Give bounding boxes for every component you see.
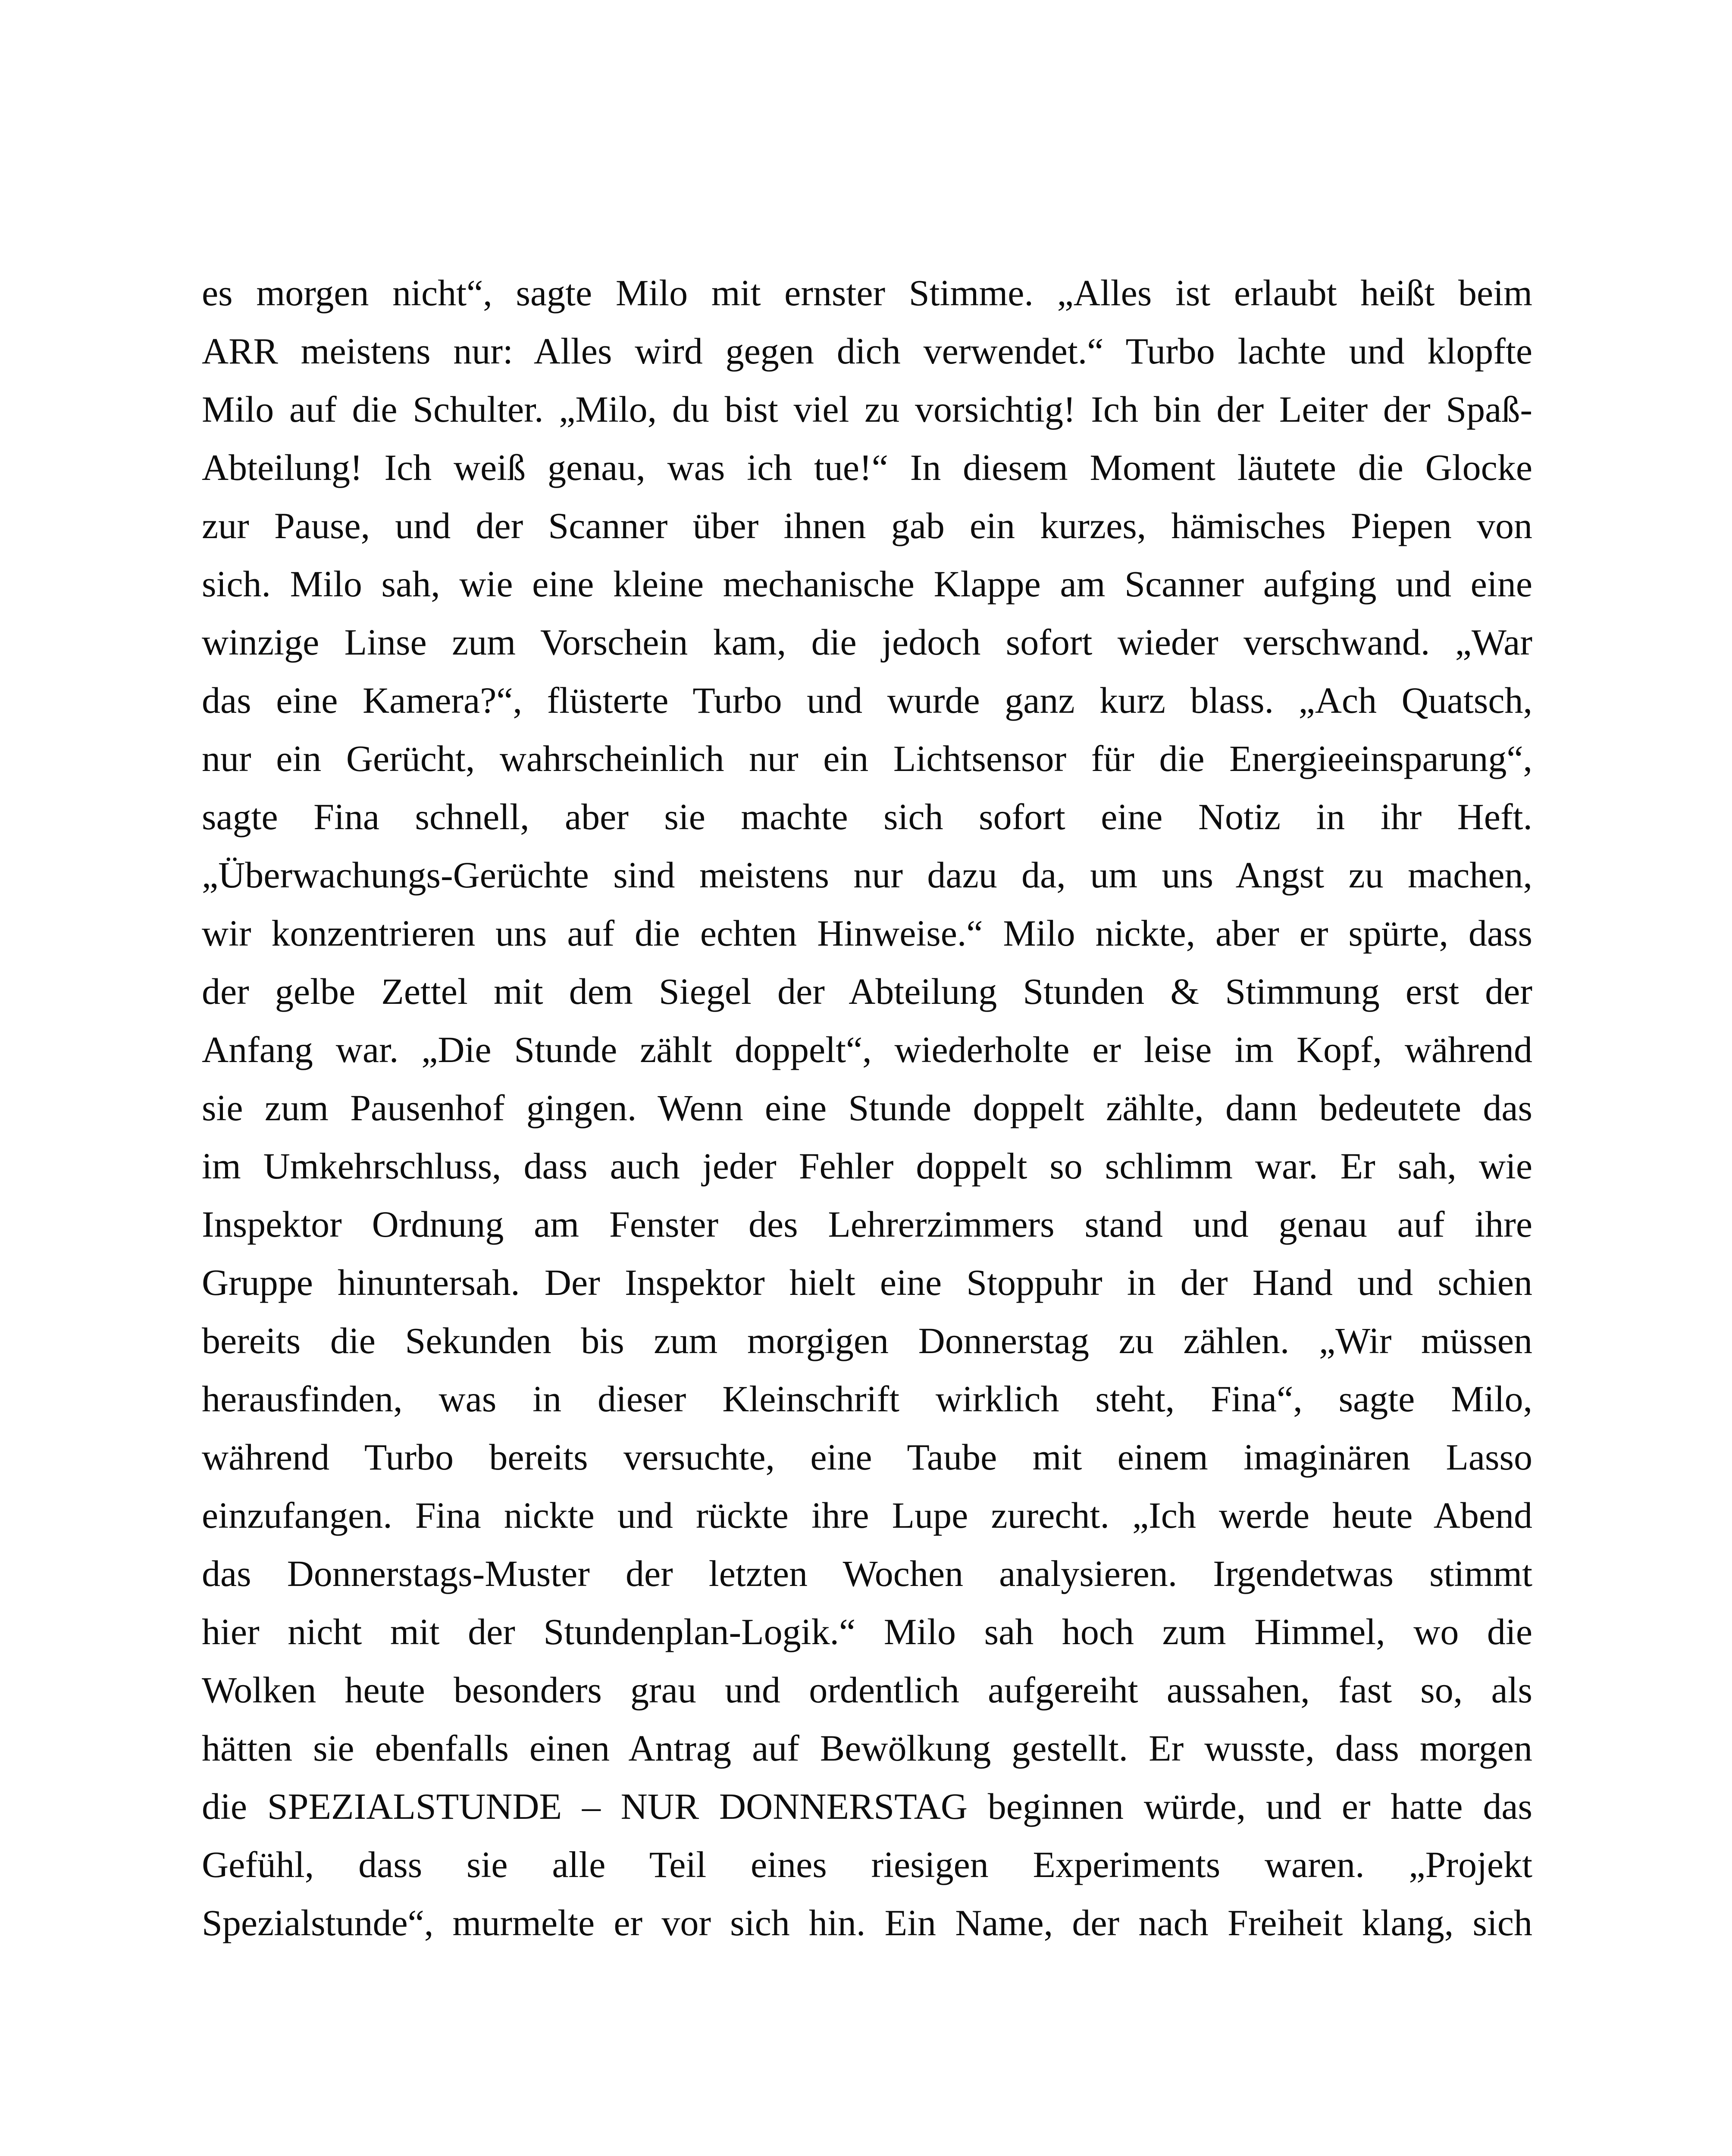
text-line: das eine Kamera?“, flüsterte Turbo und wurde ganz kurz blass. „Ach Quatsch, <box>202 680 1532 721</box>
text-line: sich. Milo sah, wie eine kleine mechanische Klappe am Scanner aufging und eine <box>202 563 1532 605</box>
text-line: „Überwachungs-Gerüchte sind meistens nur dazu da, um uns Angst zu machen, <box>202 854 1532 896</box>
text-line: einzufangen. Fina nickte und rückte ihre Lupe zurecht. „Ich werde heute Abend <box>202 1495 1532 1536</box>
text-line: das Donnerstags-Muster der letzten Wochen analysieren. Irgendetwas stimmt <box>202 1553 1532 1594</box>
text-line: Gruppe hinuntersah. Der Inspektor hielt eine Stoppuhr in der Hand und schien <box>202 1262 1532 1303</box>
text-line: Spezialstunde“, murmelte er vor sich hin. Ein Name, der nach Freiheit klang, sich <box>202 1902 1532 1943</box>
text-line: die SPEZIALSTUNDE – NUR DONNERSTAG beginnen würde, und er hatte das <box>202 1786 1532 1827</box>
text-line: Abteilung! Ich weiß genau, was ich tue!“ In diesem Moment läutete die Glocke <box>202 447 1532 488</box>
text-line: herausfinden, was in dieser Kleinschrift wirklich steht, Fina“, sagte Milo, <box>202 1378 1532 1420</box>
text-line: nur ein Gerücht, wahrscheinlich nur ein Lichtsensor für die Energieeinsparung“, <box>202 738 1532 779</box>
text-line: im Umkehrschluss, dass auch jeder Fehler doppelt so schlimm war. Er sah, wie <box>202 1145 1532 1187</box>
text-line: Wolken heute besonders grau und ordentlich aufgereiht aussahen, fast so, als <box>202 1669 1532 1711</box>
text-line: winzige Linse zum Vorschein kam, die jedoch sofort wieder verschwand. „War <box>202 621 1532 663</box>
text-line: Inspektor Ordnung am Fenster des Lehrerzimmers stand und genau auf ihre <box>202 1203 1532 1245</box>
text-line: sie zum Pausenhof gingen. Wenn eine Stunde doppelt zählte, dann bedeutete das <box>202 1087 1532 1128</box>
text-line: bereits die Sekunden bis zum morgigen Donnerstag zu zählen. „Wir müssen <box>202 1320 1532 1361</box>
text-line: zur Pause, und der Scanner über ihnen gab ein kurzes, hämisches Piepen von <box>202 505 1532 546</box>
text-line: Milo auf die Schulter. „Milo, du bist viel zu vorsichtig! Ich bin der Leiter der Spaß- <box>202 389 1532 430</box>
text-line: während Turbo bereits versuchte, eine Taube mit einem imaginären Lasso <box>202 1436 1532 1478</box>
text-line: hätten sie ebenfalls einen Antrag auf Bewölkung gestellt. Er wusste, dass morgen <box>202 1727 1532 1769</box>
text-line: Gefühl, dass sie alle Teil eines riesigen Experiments waren. „Projekt <box>202 1844 1532 1885</box>
text-line: ARR meistens nur: Alles wird gegen dich verwendet.“ Turbo lachte und klopfte <box>202 330 1532 372</box>
text-line: hier nicht mit der Stundenplan-Logik.“ Milo sah hoch zum Himmel, wo die <box>202 1611 1532 1652</box>
text-line: es morgen nicht“, sagte Milo mit ernster Stimme. „Alles ist erlaubt heißt beim <box>202 272 1532 313</box>
text-line: Anfang war. „Die Stunde zählt doppelt“, wiederholte er leise im Kopf, während <box>202 1029 1532 1070</box>
text-line: sagte Fina schnell, aber sie machte sich sofort eine Notiz in ihr Heft. <box>202 796 1532 837</box>
text-line: wir konzentrieren uns auf die echten Hinweise.“ Milo nickte, aber er spürte, dass <box>202 912 1532 954</box>
body-text <box>202 264 1532 1952</box>
text-line: der gelbe Zettel mit dem Siegel der Abteilung Stunden & Stimmung erst der <box>202 971 1532 1012</box>
